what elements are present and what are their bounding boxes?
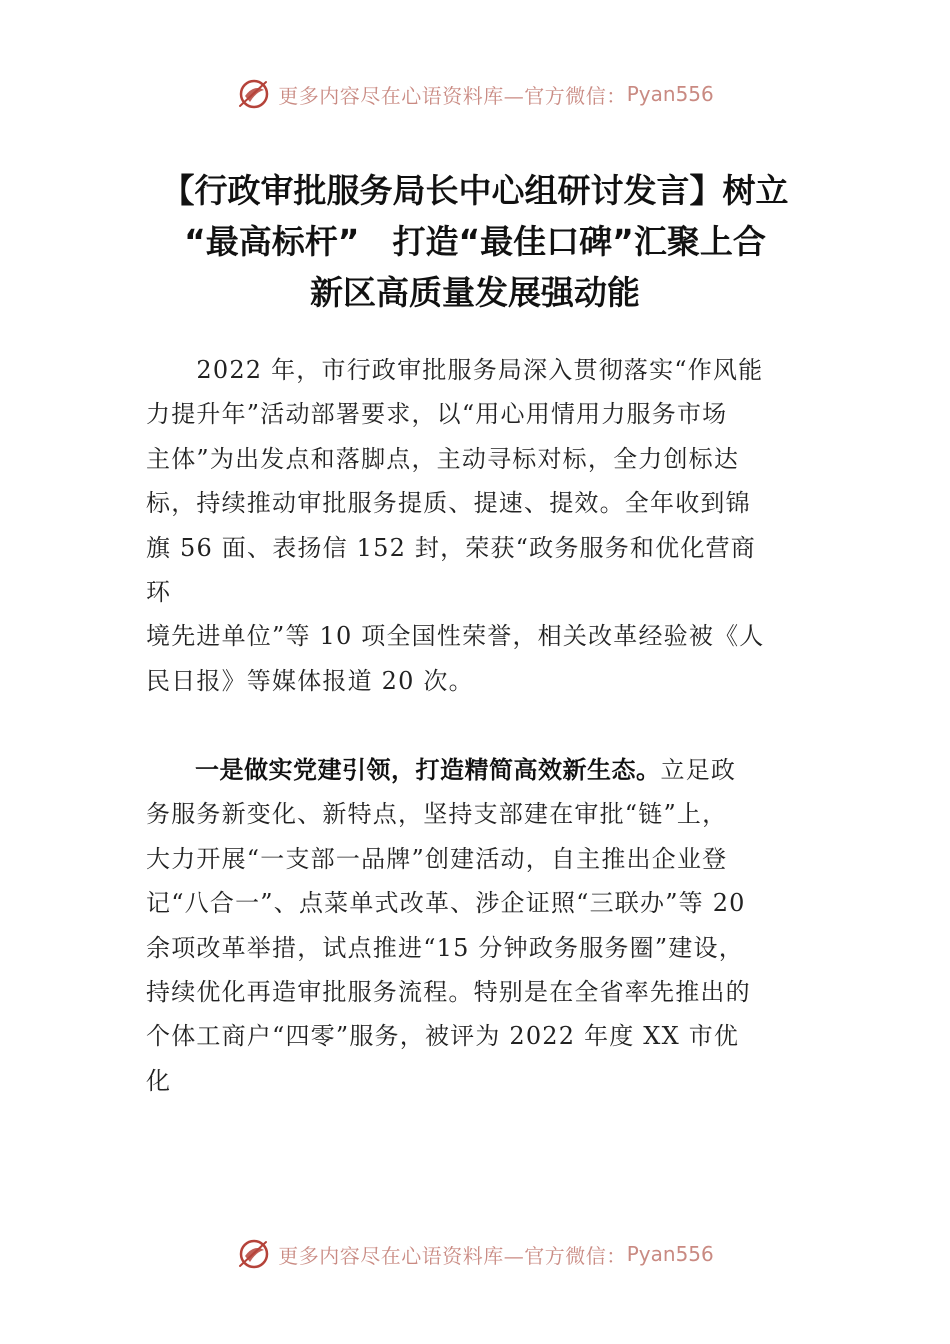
text-line: 余项改革举措，试点推进“15 分钟政务服务圈”建设， [146, 933, 744, 962]
text-line: 旗 56 面、表扬信 152 封，荣获“政务服务和优化营商 [146, 533, 756, 562]
text-line: 力提升年”活动部署要求，以“用心用情用力服务市场 [146, 400, 728, 429]
section-heading: 一是做实党建引领，打造精简高效新生态。 [146, 756, 661, 784]
text-line: 个体工商户“四零”服务，被评为 2022 年度 XX 市优 [146, 1022, 740, 1051]
text-fragment: 立足政 [660, 756, 737, 784]
text-line: 大力开展“一支部一品牌”创建活动，自主推出企业登 [146, 844, 728, 873]
text-line: 境先进单位”等 10 项全国性荣誉，相关改革经验被《人 [146, 622, 765, 651]
library-logo-icon [236, 1236, 272, 1272]
library-logo-icon [236, 76, 272, 112]
title-line: 新区高质量发展强动能 [310, 273, 640, 312]
watermark-text: 更多内容尽在心语资料库—官方微信： [278, 83, 627, 108]
text-line [146, 748, 806, 792]
text-line: 民日报》等媒体报道 20 次。 [146, 666, 474, 695]
text-line: 化 [146, 1066, 172, 1095]
text-line: 持续优化再造审批服务流程。特别是在全省率先推出的 [146, 978, 751, 1007]
title-line: “最高标杆” 打造“最佳口碑”汇聚上合 [184, 222, 766, 261]
text-line: 记“八合一”、点菜单式改革、涉企证照“三联办”等 20 [146, 889, 746, 918]
document-title [120, 165, 830, 318]
paragraph-party-building [146, 748, 806, 1103]
watermark-footer [0, 1234, 950, 1274]
text-line: 2022 年，市行政审批服务局深入贯彻落实“作风能 [146, 356, 764, 384]
text-line: 务服务新变化、新特点，坚持支部建在审批“链”上， [146, 800, 728, 829]
text-line: 标，持续推动审批服务提质、提速、提效。全年收到锦 [146, 489, 751, 518]
title-line: 【行政审批服务局长中心组研讨发言】树立 [161, 171, 789, 210]
watermark-wechat-id: Pyan556 [626, 1242, 714, 1266]
watermark-header [0, 74, 950, 114]
text-line: 环 [146, 578, 172, 607]
text-line: 主体”为出发点和落脚点，主动寻标对标，全力创标达 [146, 444, 740, 473]
watermark-wechat-id: Pyan556 [626, 82, 714, 106]
paragraph-intro [146, 348, 806, 703]
watermark-text: 更多内容尽在心语资料库—官方微信： [278, 1243, 627, 1268]
